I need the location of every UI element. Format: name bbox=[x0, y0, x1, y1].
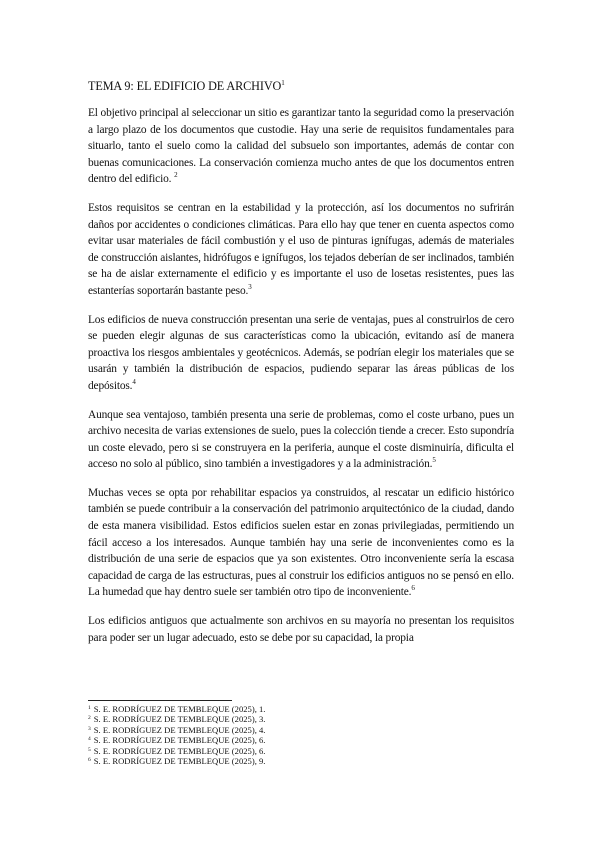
paragraph-text: El objetivo principal al seleccionar un sitio es garantizar tanto la seguridad como la preservación a largo plazo de los documentos que custodie. Hay una serie de requisitos fundamentales para situarlo, tanto el suelo como la calidad del subsuelo son importantes, además de contar con buenas comunicaciones. La conservación comienza mucho antes de que los documentos entren dentro del edificio. bbox=[88, 107, 514, 186]
footnote-text: S. E. RODRÍGUEZ DE TEMBLEQUE (2025), 9. bbox=[93, 756, 266, 767]
footnote-number: 2 bbox=[88, 715, 91, 722]
paragraph bbox=[88, 407, 514, 473]
paragraph-text: Aunque sea ventajoso, también presenta una serie de problemas, como el coste urbano, pues un archivo necesita de varias extensiones de suelo, pues la colección tiende a crecer. Esto supondría un coste elevado, pero si se construyera en la periferia, aunque el coste disminuiría, dificulta el acceso no solo al público, sino también a investigadores y a la administración. bbox=[88, 408, 514, 471]
footnote-ref: 5 bbox=[432, 456, 436, 465]
footnote-ref: 3 bbox=[248, 282, 252, 291]
paragraph-text: Los edificios antiguos que actualmente son archivos en su mayoría no presentan los requisitos para poder ser un lugar adecuado, esto se debe por su capacidad, la propia bbox=[88, 615, 514, 644]
footnote bbox=[88, 735, 514, 745]
paragraph-text: Estos requisitos se centran en la estabilidad y la protección, así los documentos no sufrirán daños por accidentes o condiciones climáticas. Para ello hay que tener en cuenta aspectos como evitar usar materiales de fácil combustión y el uso de pinturas ignífugas, además de materiales de construcción aislantes, hidrófugos e ignífugos, los tejados deberían de ser inclinados, también se ha de aislar externamente el edificio y es importante el uso de losetas resistentes, pues las estanterías soportarán bastante peso. bbox=[88, 201, 514, 297]
page-title bbox=[88, 78, 514, 94]
paragraph bbox=[88, 200, 514, 300]
footnote-number: 3 bbox=[88, 725, 91, 732]
footnote-ref: 1 bbox=[281, 79, 285, 87]
footnote-ref: 2 bbox=[174, 171, 178, 180]
footnote-number: 1 bbox=[88, 705, 91, 711]
paragraph bbox=[88, 613, 514, 646]
footnote bbox=[88, 756, 514, 766]
footnote-text: S. E. RODRÍGUEZ DE TEMBLEQUE (2025), 4. bbox=[93, 724, 266, 735]
page-title-text: TEMA 9: EL EDIFICIO DE ARCHIVO bbox=[88, 79, 282, 93]
paragraph bbox=[88, 105, 514, 188]
document-body bbox=[88, 78, 514, 658]
footnote bbox=[88, 714, 514, 724]
paragraph bbox=[88, 312, 514, 395]
footnote-ref: 6 bbox=[411, 584, 415, 593]
footnote-ref: 4 bbox=[132, 377, 136, 386]
paragraph-text: Muchas veces se opta por rehabilitar espacios ya construidos, al rescatar un edificio histórico también se puede contribuir a la conservación del patrimonio arquitectónico de la ciudad, dando de esta manera visibilidad. Estos edificios suelen estar en zonas privilegiadas, permitiendo un fácil acceso a los interesados. Aunque también hay una serie de inconvenientes como es la distribución de una serie de espacios que ya son existentes. Otro inconveniente sería la escasa capacidad de carga de las estructuras, pues al construir los edificios antiguos no se pensó en ello. La humedad que hay dentro suele ser también otro tipo de inconveniente. bbox=[88, 486, 514, 599]
footnote-text: S. E. RODRÍGUEZ DE TEMBLEQUE (2025), 3. bbox=[93, 714, 266, 725]
footnote-text: S. E. RODRÍGUEZ DE TEMBLEQUE (2025), 1. bbox=[93, 704, 266, 714]
footnote bbox=[88, 725, 514, 735]
footnote-number: 4 bbox=[88, 736, 91, 743]
footnote-text: S. E. RODRÍGUEZ DE TEMBLEQUE (2025), 6. bbox=[93, 745, 266, 756]
footnote-number: 6 bbox=[88, 757, 91, 764]
footnote bbox=[88, 746, 514, 756]
footnote-divider bbox=[88, 700, 232, 701]
footnote-text: S. E. RODRÍGUEZ DE TEMBLEQUE (2025), 6. bbox=[93, 735, 266, 746]
footnote-number: 5 bbox=[88, 746, 91, 753]
paragraph-text: Los edificios de nueva construcción presentan una serie de ventajas, pues al construirlos de cero se pueden elegir algunas de sus características como la ubicación, evitando así de manera proactiva los riesgos ambientales y geotécnicos. Además, se podrían elegir los materiales que se usarán y también la distribución de espacios, pudiendo separar las áreas públicas de los depósitos. bbox=[88, 313, 514, 392]
footnotes-section bbox=[88, 700, 514, 766]
paragraph bbox=[88, 485, 514, 601]
footnote bbox=[88, 704, 514, 714]
